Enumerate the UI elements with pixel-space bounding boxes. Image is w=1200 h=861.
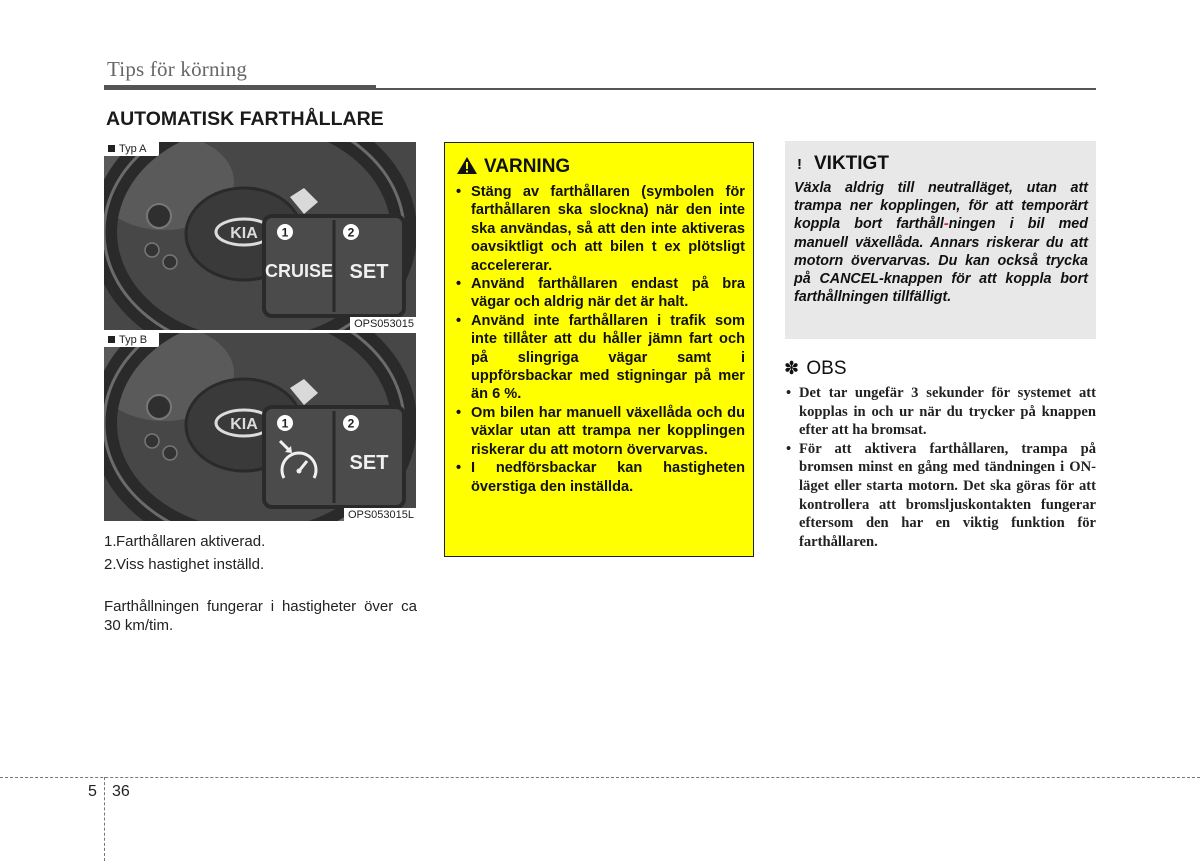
warning-item: • Använd farthållaren endast på bra vägar och aldrig när det är halt. xyxy=(455,275,745,312)
body-paragraph: Farthållningen fungerar i hastigheter över ca 30 km/tim. xyxy=(104,598,417,634)
important-heading: ! VIKTIGT xyxy=(797,153,889,174)
steering-wheel-image-a xyxy=(104,142,416,330)
figure-tag: Typ B xyxy=(104,333,159,347)
cruise-button-label: CRUISE xyxy=(264,261,334,281)
legend-item: 1.Farthållaren aktiverad. xyxy=(104,533,266,550)
section-title: AUTOMATISK FARTHÅLLARE xyxy=(106,108,384,130)
obs-heading: ✽ OBS xyxy=(784,358,847,379)
warning-item: • Om bilen har manuell växellåda och du växlar utan att trampa ner kopplingen riskerar du att motorn övervarvas. xyxy=(455,404,745,459)
figure-legend xyxy=(104,530,265,576)
warning-item: • Stäng av farthållaren (symbolen för farthållaren ska slockna) när den inte ska användas, så att den inte aktiveras oavsiktligt och att bilen t ex plötsligt accelererar. xyxy=(455,183,745,275)
callout-number-1: 1 xyxy=(281,416,289,431)
figure-code: OPS053015L xyxy=(344,508,416,521)
callout-number-2: 2 xyxy=(347,225,355,240)
chapter-title: Tips för körning xyxy=(107,57,248,81)
steering-wheel-image-b xyxy=(104,333,416,521)
header-rule-thin xyxy=(376,88,1096,90)
obs-item: • Det tar ungefär 3 sekunder för systemet att kopplas in och ur när du trycker på knappen efter att ha bromsat. xyxy=(785,384,1096,440)
callout-number-1: 1 xyxy=(281,225,289,240)
figure-tag: Typ A xyxy=(104,142,159,156)
footer-dashed-rule xyxy=(0,777,1200,778)
set-button-label: SET xyxy=(349,452,389,474)
warning-heading: VARNING xyxy=(456,156,570,178)
section-number: 5 xyxy=(88,783,97,800)
warning-item: • I nedförsbackar kan hastigheten överstiga den inställda. xyxy=(455,459,745,496)
warning-box xyxy=(444,142,754,557)
warning-triangle-icon xyxy=(456,156,478,175)
asterisk-icon: ✽ xyxy=(784,358,800,378)
callout-number-2: 2 xyxy=(347,416,355,431)
figure-type-a xyxy=(104,142,416,330)
figure-code: OPS053015 xyxy=(350,317,416,330)
legend-item: 2.Viss hastighet inställd. xyxy=(104,556,265,573)
kia-logo: KIA xyxy=(230,416,258,433)
warning-list xyxy=(455,183,745,496)
set-button-label: SET xyxy=(349,261,389,283)
warning-item: • Använd inte farthållaren i trafik som inte tillåter att du håller jämn fart och på slingriga vägar samt i uppförsbackar med stigningar på mer än 6 %. xyxy=(455,312,745,404)
footer-dashed-divider xyxy=(104,777,105,861)
important-box xyxy=(785,141,1096,339)
obs-item: • För att aktivera farthållaren, trampa på bromsen minst en gång med tändningen i ON-läget eller starta motorn. Det ska göras för att kontrollera att bromsljuskontakten fungerar eftersom den har en viktig funktion för farthållaren. xyxy=(785,440,1096,552)
important-text: Växla aldrig till neutralläget, utan att trampa ner kopplingen, för att temporärt koppla bort farthåll-ningen i bil med manuell växellåda. Annars riskerar du att motorn övervarvas. Du kan också trycka på CANCEL-knappen för att koppla bort farthållningen tillfälligt. xyxy=(794,180,1088,306)
figure-type-b xyxy=(104,333,416,521)
kia-logo: KIA xyxy=(230,225,258,242)
exclamation-icon: ! xyxy=(797,156,803,173)
page-number: 36 xyxy=(112,783,130,800)
obs-list xyxy=(785,384,1096,551)
header-rule-thick xyxy=(104,85,376,90)
